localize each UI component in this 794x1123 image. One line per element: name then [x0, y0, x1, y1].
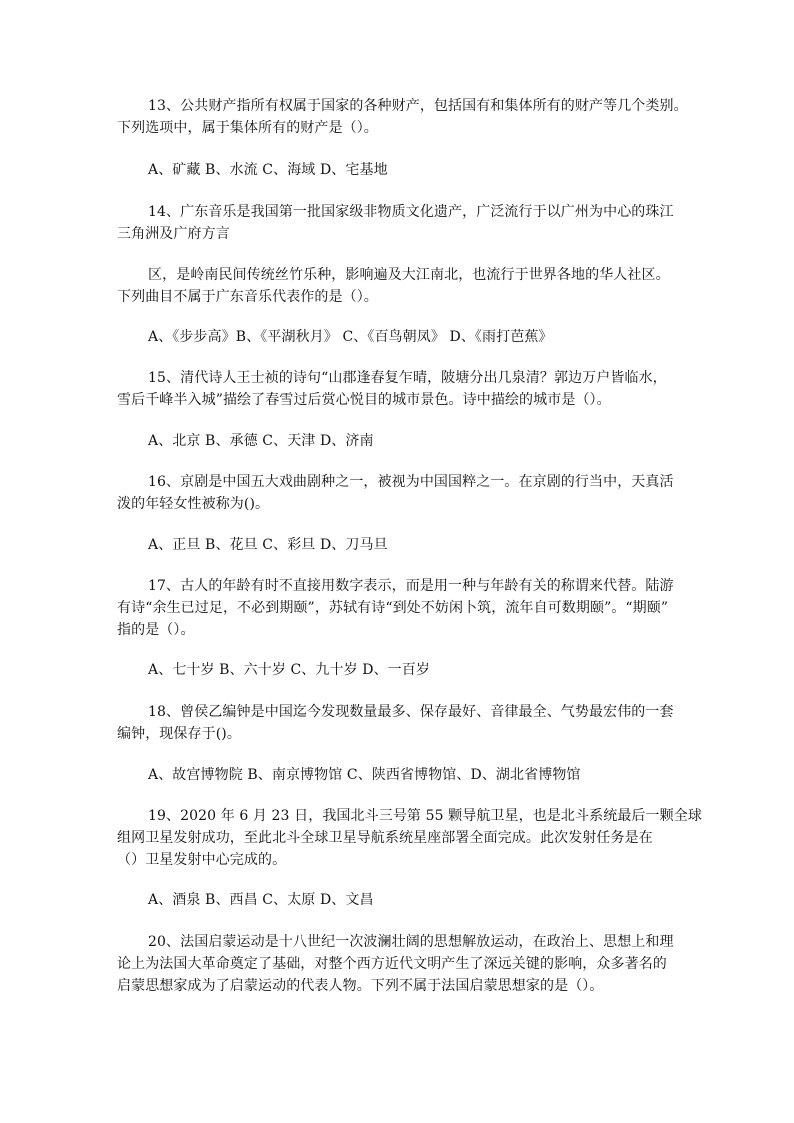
question-19-text-line-1: 19、2020 年 6 月 23 日，我国北斗三号第 55 颗导航卫星，也是北斗系统最后一颗全球: [148, 808, 702, 824]
question-19-text-line-3: （）卫星发射中心完成的。: [117, 852, 287, 868]
question-20-text-line-1: 20、法国启蒙运动是十八世纪一次波澜壮阔的思想解放运动，在政治上、思想上和理: [148, 934, 674, 950]
question-15-text-line-1: 15、清代诗人王士祯的诗句“山郡逢春复乍晴，陂塘分出几泉清？郭边万户皆临水，: [148, 370, 667, 386]
question-18-text-line-2: 编钟，现保存于()。: [117, 726, 241, 742]
question-16-text-line-2: 泼的年轻女性被称为()。: [117, 496, 270, 512]
question-18-options: A、故宫博物院 B、南京博物馆 C、陕西省博物馆、D、湖北省博物馆: [148, 767, 581, 783]
question-20-text-line-2: 论上为法国大革命奠定了基础，对整个西方近代文明产生了深远关键的影响，众多著名的: [117, 956, 667, 972]
question-19-options: A、酒泉 B、西昌 C、太原 D、文昌: [148, 892, 374, 908]
question-15-text-line-2: 雪后千峰半入城”描绘了春雪过后赏心悦目的城市景色。诗中描绘的城市是（）。: [117, 392, 611, 408]
question-13-text-line-1: 13、公共财产指所有权属于国家的各种财产，包括国有和集体所有的财产等几个类别。: [148, 98, 688, 114]
question-15-options: A、北京 B、承德 C、天津 D、济南: [148, 433, 374, 449]
question-16-options: A、正旦 B、花旦 C、彩旦 D、刀马旦: [148, 537, 388, 553]
question-16-text-line-1: 16、京剧是中国五大戏曲剧种之一，被视为中国国粹之一。在京剧的行当中，天真活: [148, 474, 674, 490]
question-17-text-line-2: 有诗“余生已过足，不必到期颐”，苏轼有诗“到处不妨闲卜筑，流年自可数期颐”。“期颐”: [117, 600, 669, 616]
question-18-text-line-1: 18、曾侯乙编钟是中国迄今发现数量最多、保存最好、音律最全、气势最宏伟的一套: [148, 704, 674, 720]
question-17-text-line-1: 17、古人的年龄有时不直接用数字表示，而是用一种与年龄有关的称谓来代替。陆游: [148, 578, 674, 594]
question-13-text-line-2: 下列选项中，属于集体所有的财产是（）。: [117, 120, 378, 136]
question-14-text-line-4: 下列曲目不属于广东音乐代表作的是（）。: [117, 289, 378, 305]
question-20-text-line-3: 启蒙思想家成为了启蒙运动的代表人物。下列不属于法国启蒙思想家的是（）。: [117, 978, 604, 994]
question-14-options: A、《步步高》B、《平湖秋月》 C、《百鸟朝凤》 D、《雨打芭蕉》: [148, 329, 553, 345]
question-14-text-line-1: 14、广东音乐是我国第一批国家级非物质文化遗产，广泛流行于以广州为中心的珠江: [148, 204, 674, 220]
question-17-options: A、七十岁 B、六十岁 C、九十岁 D、一百岁: [148, 662, 430, 678]
question-14-text-line-2: 三角洲及广府方言: [117, 226, 230, 242]
question-14-text-line-3: 区，是岭南民间传统丝竹乐种，影响遍及大江南北，也流行于世界各地的华人社区。: [148, 267, 670, 283]
question-17-text-line-3: 指的是（）。: [117, 622, 195, 638]
question-19-text-line-2: 组网卫星发射成功，至此北斗全球卫星导航系统星座部署全面完成。此次发射任务是在: [117, 830, 653, 846]
question-13-options: A、矿藏 B、水流 C、海域 D、宅基地: [148, 162, 388, 178]
